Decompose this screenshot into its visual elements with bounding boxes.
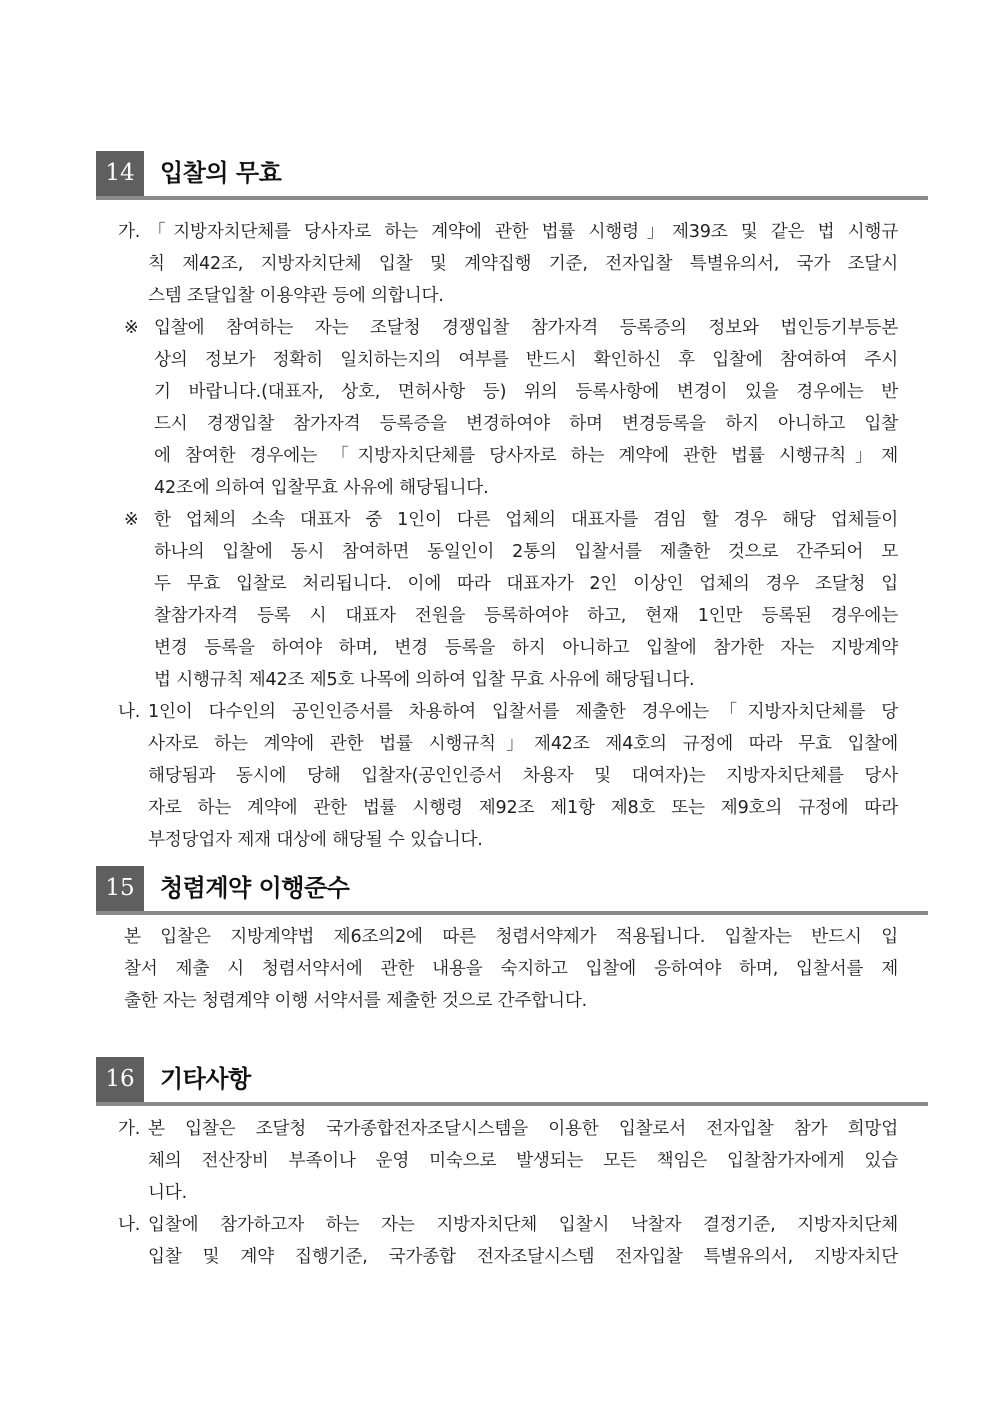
text-line: 에 참여한 경우에는 「지방자치단체를 당사자로 하는 계약에 관한 법률 시행규칙」제 — [154, 446, 898, 466]
item-marker: 나. — [118, 1215, 141, 1235]
section-divider — [96, 911, 928, 915]
text-line: 1인이 다수인의 공인인증서를 차용하여 입찰서를 제출한 경우에는「지방자치단체를 당 — [148, 702, 898, 722]
section-16-item-na — [118, 1209, 898, 1273]
paragraph-text — [124, 921, 898, 1017]
item-text — [148, 216, 898, 312]
section-16-header — [96, 1057, 928, 1106]
text-line: 체의 전산장비 부족이나 운영 미숙으로 발생되는 모든 책임은 입찰참가자에게 있습 — [148, 1151, 898, 1171]
text-line: 본 입찰은 지방계약법 제6조의2에 따른 청렴서약제가 적용됩니다. 입찰자는 반드시 입 — [124, 927, 898, 947]
text-line: 해당됨과 동시에 당해 입찰자(공인인증서 차용자 및 대여자)는 지방자치단체를 당사 — [148, 766, 898, 786]
text-line: 본 입찰은 조달청 국가종합전자조달시스템을 이용한 입찰로서 전자입찰 참가 희망업 — [148, 1119, 898, 1139]
section-14-item-ga — [118, 216, 898, 312]
section-15-body — [124, 921, 898, 1017]
text-line: 스템 조달입찰 이용약관 등에 의합니다. — [148, 286, 444, 306]
section-divider — [96, 1102, 928, 1106]
text-line: 부정당업자 제재 대상에 해당될 수 있습니다. — [148, 830, 483, 850]
note-text — [154, 504, 898, 696]
section-14-header — [96, 151, 928, 200]
text-line: 입찰에 참여하는 자는 조달청 경쟁입찰 참가자격 등록증의 정보와 법인등기부등본 — [154, 318, 898, 338]
text-line: 기 바랍니다.(대표자, 상호, 면허사항 등) 위의 등록사항에 변경이 있을 경우에는 반 — [154, 382, 898, 402]
text-line: 42조에 의하여 입찰무효 사유에 해당됩니다. — [154, 478, 489, 498]
text-line: 법 시행규칙 제42조 제5호 나목에 의하여 입찰 무효 사유에 해당됩니다. — [154, 670, 695, 690]
text-line: 출한 자는 청렴계약 이행 서약서를 제출한 것으로 간주합니다. — [124, 991, 588, 1011]
note-text — [154, 312, 898, 504]
section-title: 기타사항 — [160, 1065, 251, 1093]
text-line: 변경 등록을 하여야 하며, 변경 등록을 하지 아니하고 입찰에 참가한 자는 지방계약 — [154, 638, 898, 658]
section-divider — [96, 196, 928, 200]
section-number: 14 — [96, 151, 144, 196]
text-line: 찰참가자격 등록 시 대표자 전원을 등록하여야 하고, 현재 1인만 등록된 경우에는 — [154, 606, 898, 626]
section-number: 16 — [96, 1057, 144, 1102]
section-14-item-na — [118, 696, 898, 856]
item-text — [148, 696, 898, 856]
text-line: 드시 경쟁입찰 참가자격 등록증을 변경하여야 하며 변경등록을 하지 아니하고 입찰 — [154, 414, 898, 434]
section-14-note-1 — [124, 312, 898, 504]
section-title: 입찰의 무효 — [160, 159, 282, 187]
text-line: 사자로 하는 계약에 관한 법률 시행규칙」제42조 제4호의 규정에 따라 무효 입찰에 — [148, 734, 898, 754]
text-line: 찰서 제출 시 청렴서약서에 관한 내용을 숙지하고 입찰에 응하여야 하며, 입찰서를 제 — [124, 959, 898, 979]
note-marker: ※ — [124, 510, 139, 530]
text-line: 자로 하는 계약에 관한 법률 시행령 제92조 제1항 제8호 또는 제9호의 규정에 따라 — [148, 798, 898, 818]
item-marker: 가. — [118, 222, 141, 242]
section-number: 15 — [96, 866, 144, 911]
text-line: 하나의 입찰에 동시 참여하면 동일인이 2통의 입찰서를 제출한 것으로 간주되어 모 — [154, 542, 898, 562]
text-line: 입찰 및 계약 집행기준, 국가종합 전자조달시스템 전자입찰 특별유의서, 지방자치단 — [148, 1247, 898, 1267]
text-line: 입찰에 참가하고자 하는 자는 지방자치단체 입찰시 낙찰자 결정기준, 지방자치단체 — [148, 1215, 898, 1235]
item-text — [148, 1113, 898, 1209]
text-line: 니다. — [148, 1183, 187, 1203]
section-15-header — [96, 866, 928, 915]
text-line: 상의 정보가 정확히 일치하는지의 여부를 반드시 확인하신 후 입찰에 참여하여 주시 — [154, 350, 898, 370]
text-line: 칙 제42조, 지방자치단체 입찰 및 계약집행 기준, 전자입찰 특별유의서, 국가 조달시 — [148, 254, 898, 274]
section-title: 청렴계약 이행준수 — [160, 874, 350, 902]
section-14-note-2 — [124, 504, 898, 696]
section-16-item-ga — [118, 1113, 898, 1209]
text-line: 한 업체의 소속 대표자 중 1인이 다른 업체의 대표자를 겸임 할 경우 해당 업체들이 — [154, 510, 898, 530]
note-marker: ※ — [124, 318, 139, 338]
item-marker: 가. — [118, 1119, 141, 1139]
item-text — [148, 1209, 898, 1273]
item-marker: 나. — [118, 702, 141, 722]
text-line: 「지방자치단체를 당사자로 하는 계약에 관한 법률 시행령」제39조 및 같은 법 시행규 — [148, 222, 898, 242]
text-line: 두 무효 입찰로 처리됩니다. 이에 따라 대표자가 2인 이상인 업체의 경우 조달청 입 — [154, 574, 898, 594]
